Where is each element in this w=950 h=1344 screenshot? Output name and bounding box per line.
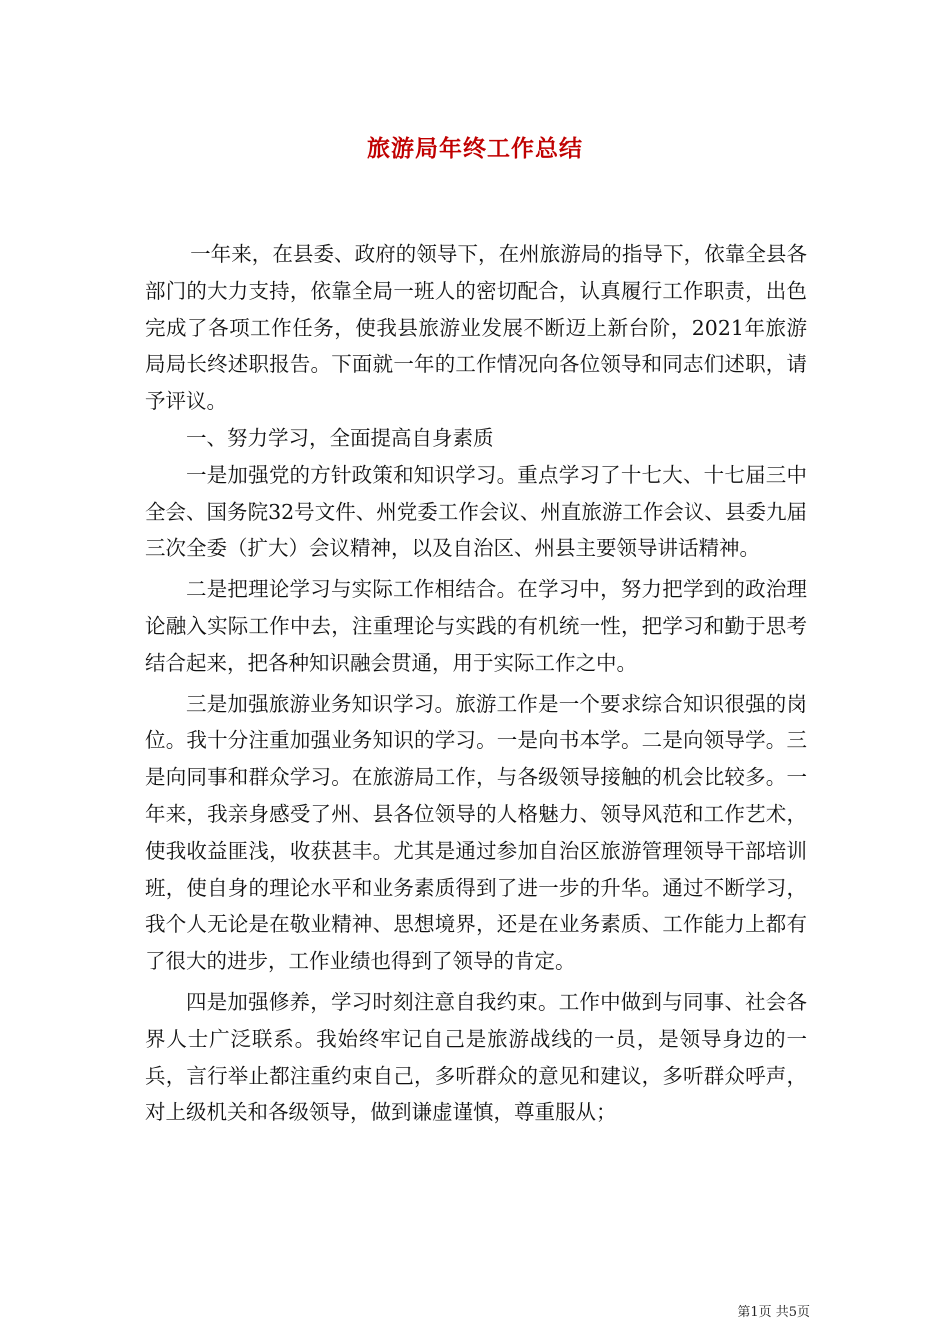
document-body	[145, 236, 807, 1131]
section-heading: 一、努力学习，全面提高自身素质	[186, 425, 494, 450]
document-title: 旅游局年终工作总结	[367, 136, 583, 162]
paragraph-intro: 一年来，在县委、政府的领导下，在州旅游局的指导下，依靠全县各部门的大力支持，依靠全局一班人的密切配合，认真履行工作职责，出色完成了各项工作任务，使我县旅游业发展不断迈上新台阶，2021年旅游局局长终述职报告。下面就一年的工作情况向各位领导和同志们述职，请予评议。	[145, 242, 807, 414]
paragraph-study-3: 三是加强旅游业务知识学习。旅游工作是一个要求综合知识很强的岗位。我十分注重加强业务知识的学习。一是向书本学。二是向领导学。三是向同事和群众学习。在旅游局工作，与各级领导接触的机会比较多。一年来，我亲身感受了州、县各位领导的人格魅力、领导风范和工作艺术，使我收益匪浅，收获甚丰。尤其是通过参加自治区旅游管理领导干部培训班，使自身的理论水平和业务素质得到了进一步的升华。通过不断学习，我个人无论是在敬业精神、思想境界，还是在业务素质、工作能力上都有了很大的进步，工作业绩也得到了领导的肯定。	[145, 691, 807, 974]
paragraph-study-4: 四是加强修养，学习时刻注意自我约束。工作中做到与同事、社会各界人士广泛联系。我始终牢记自己是旅游战线的一员，是领导身边的一兵，言行举止都注重约束自己，多听群众的意见和建议，多听群众呼声，对上级机关和各级领导，做到谦虚谨慎，尊重服从；	[145, 989, 807, 1125]
paragraph-study-1: 一是加强党的方针政策和知识学习。重点学习了十七大、十七届三中全会、国务院32号文件、州党委工作会议、州直旅游工作会议、县委九届三次全委（扩大）会议精神，以及自治区、州县主要领导讲话精神。	[145, 462, 807, 561]
page-number: 第1页 共5页	[737, 1305, 810, 1320]
paragraph-study-2: 二是把理论学习与实际工作相结合。在学习中，努力把学到的政治理论融入实际工作中去，注重理论与实践的有机统一性，把学习和勤于思考结合起来，把各种知识融会贯通，用于实际工作之中。	[145, 577, 807, 675]
